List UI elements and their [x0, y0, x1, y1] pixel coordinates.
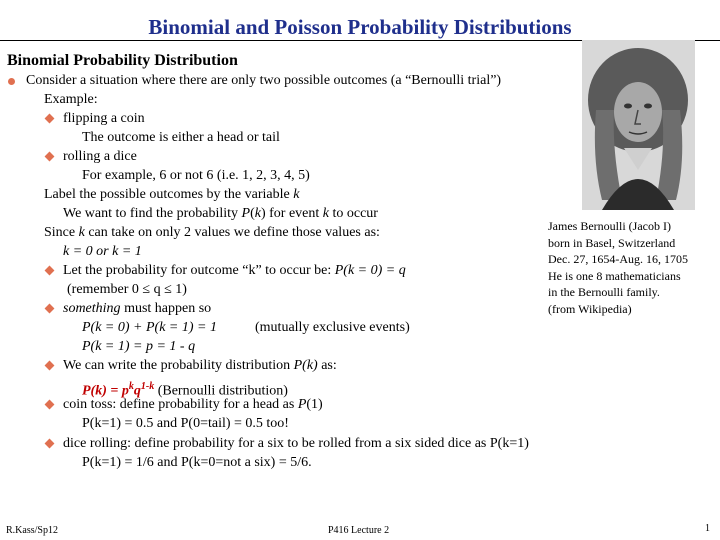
formula-part: 1-k [140, 381, 155, 392]
diamond-bullet-icon [45, 266, 55, 276]
text-line [63, 299, 211, 318]
caption-line: James Bernoulli (Jacob I) [548, 219, 671, 233]
formula-part: q [133, 383, 141, 399]
text-line: k = 0 or k = 1 [63, 244, 142, 259]
text-span: can take on only 2 values we define those values as: [84, 225, 380, 240]
text-line: Example: [44, 92, 98, 107]
footer-author: R.Kass/Sp12 [6, 525, 58, 536]
text-span: something [63, 301, 121, 316]
caption-line: He is one 8 mathematicians [548, 268, 681, 283]
diamond-bullet-icon [45, 304, 55, 314]
text-span: (1) [306, 397, 323, 412]
caption-line: in the Bernoulli family. [548, 285, 660, 299]
text-line [44, 223, 380, 242]
text-span: We can write the probability distribution [63, 358, 294, 373]
text-span: Since [44, 225, 79, 240]
text-line [63, 204, 378, 223]
text-span: ( [250, 206, 255, 221]
text-line: flipping a coin [63, 111, 145, 126]
text-line: rolling a dice [63, 149, 137, 164]
text-line: P(k=1) = 0.5 and P(0=tail) = 0.5 too! [82, 416, 289, 431]
text-line: P(k = 0) + P(k = 1) = 1 [82, 320, 217, 335]
text-line: For example, 6 or not 6 (i.e. 1, 2, 3, 4, 5) [82, 168, 310, 183]
footer-course: P416 Lecture 2 [328, 525, 390, 536]
diamond-bullet-icon [45, 152, 55, 162]
text-span: to occur [328, 206, 378, 221]
text-span: as: [317, 358, 337, 373]
formula-part: P(k) = p [82, 383, 129, 399]
text-line [63, 261, 406, 280]
text-line: P(k = 1) = p = 1 - q [82, 339, 196, 354]
text-span: ) for event [260, 206, 323, 221]
circle-bullet-icon [8, 78, 15, 85]
text-span: k [322, 206, 329, 221]
text-line: Consider a situation where there are only two possible outcomes (a “Bernoulli trial”) [26, 73, 502, 88]
bernoulli-portrait [582, 40, 695, 210]
page-number: 1 [705, 523, 710, 534]
text-span: P [241, 206, 251, 221]
text-span: must happen so [120, 301, 212, 316]
text-span: k [293, 187, 300, 202]
text-line: dice rolling: define probability for a six to be rolled from a six sided dice as P(k=1) [63, 436, 529, 451]
text-span: Label the possible outcomes by the variable [44, 187, 294, 202]
text-line: (remember 0 ≤ q ≤ 1) [67, 282, 187, 297]
caption-line: Dec. 27, 1654-Aug. 16, 1705 [548, 252, 688, 266]
text-line: P(k=1) = 1/6 and P(k=0=not a six) = 5/6. [82, 455, 312, 470]
caption-line: born in Basel, Switzerland [548, 235, 676, 250]
text-span: coin toss: define probability for a head as [63, 397, 298, 412]
caption-line: (from Wikipedia) [548, 301, 632, 316]
text-line [44, 185, 299, 204]
diamond-bullet-icon [45, 439, 55, 449]
text-span: k [254, 206, 261, 221]
text-span: k [78, 225, 85, 240]
text-line: The outcome is either a head or tail [82, 130, 280, 145]
section-heading: Binomial Probability Distribution [7, 52, 238, 69]
text-span: Let the probability for outcome “k” to occur be: [63, 263, 335, 278]
diamond-bullet-icon [45, 400, 55, 410]
formula-part: (Bernoulli distribution) [154, 383, 288, 399]
portrait-caption [548, 218, 688, 317]
text-line: (mutually exclusive events) [255, 320, 410, 335]
text-span: P [297, 397, 307, 412]
diamond-bullet-icon [45, 361, 55, 371]
text-span: P(k) [293, 358, 318, 373]
formula-part: k [128, 381, 134, 392]
slide-title: Binomial and Poisson Probability Distributions [148, 15, 572, 39]
text-line [63, 395, 323, 414]
text-span: We want to find the probability [63, 206, 242, 221]
diamond-bullet-icon [45, 114, 55, 124]
text-line [63, 356, 337, 375]
text-span: P(k = 0) = q [334, 263, 406, 278]
